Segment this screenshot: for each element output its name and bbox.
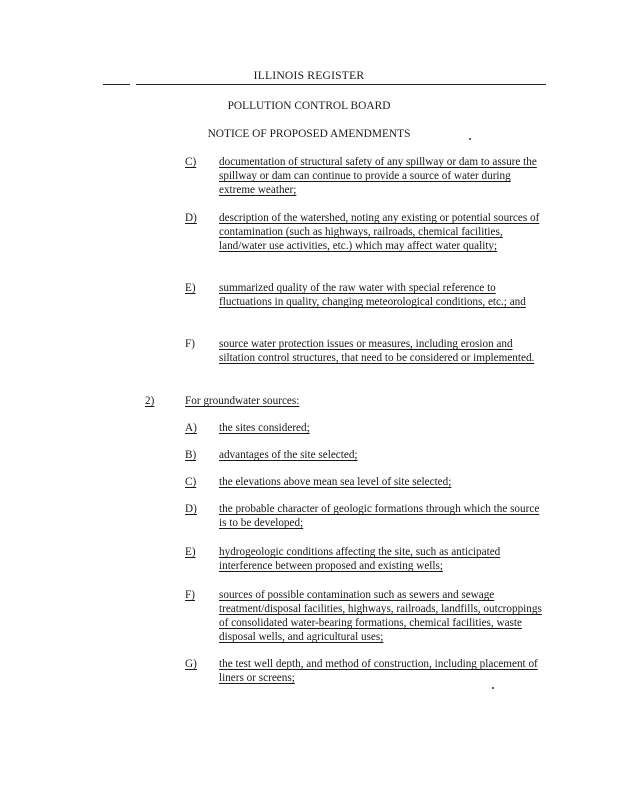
item-text: source water protection issues or measures, including erosion and siltation control structures, that need to be considered or implemented. [219, 338, 535, 364]
item-text: summarized quality of the raw water with special reference to fluctuations in quality, changing meteorological conditions, etc.; and [219, 282, 526, 308]
item-text: advantages of the site selected; [219, 449, 358, 461]
item-text: the test well depth, and method of construction, including placement of liners or screens; [219, 658, 538, 684]
item-label: A) [185, 422, 197, 434]
item-label: D) [185, 503, 197, 515]
item-text: sources of possible contamination such as sewers and sewage treatment/disposal facilities, highways, railroads, landfills, outcroppings of consolidated water-bearing formations, chemical facilities, waste disposal wells, and agricultural uses; [219, 589, 542, 643]
item-text: the sites considered; [219, 422, 310, 434]
item-label: D) [185, 212, 197, 224]
section-text: For groundwater sources: [185, 395, 300, 407]
item-text: documentation of structural safety of any spillway or dam to assure the spillway or dam can continue to provide a source of water during extreme weather; [219, 156, 537, 196]
item-text: the probable character of geologic formations through which the source is to be developed; [219, 503, 540, 529]
item-label: G) [185, 658, 197, 670]
item-label: C) [185, 476, 197, 488]
item-text: the elevations above mean sea level of site selected; [219, 476, 452, 488]
header-rule-right [136, 84, 546, 85]
scan-speck [469, 138, 471, 140]
item-label: F) [185, 338, 195, 350]
item-text: hydrogeologic conditions affecting the site, such as anticipated interference between proposed and existing wells; [219, 546, 501, 572]
item-text: description of the watershed, noting any existing or potential sources of contamination (such as highways, railroads, chemical facilities, land/water use activities, etc.) which may affect water quality; [219, 212, 540, 252]
section-label: 2) [145, 395, 155, 407]
item-label: E) [185, 546, 196, 558]
scan-speck [492, 687, 494, 689]
item-label: C) [185, 156, 197, 168]
item-label: B) [185, 449, 197, 461]
board-name: POLLUTION CONTROL BOARD [227, 100, 391, 112]
notice-heading: NOTICE OF PROPOSED AMENDMENTS [207, 128, 411, 140]
register-title: ILLINOIS REGISTER [253, 69, 365, 82]
item-label: F) [185, 589, 195, 601]
header-rule-left [103, 84, 130, 85]
item-label: E) [185, 282, 196, 294]
